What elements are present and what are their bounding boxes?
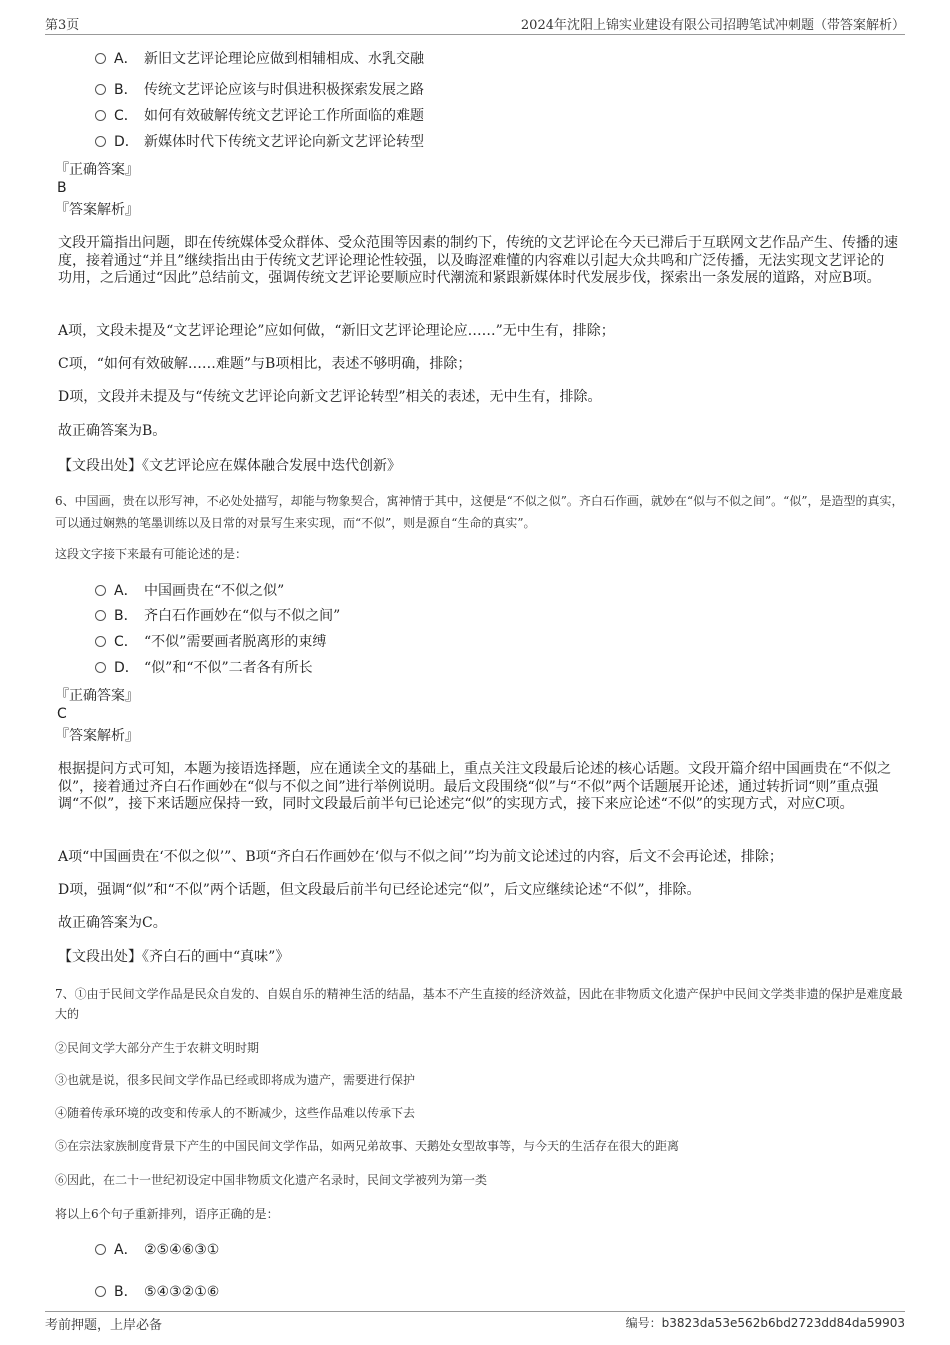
q5-explanation-a: A项，文段未提及“文艺评论理论”应如何做，“新旧文艺评论理论应……”无中生有，排除； xyxy=(58,323,615,339)
radio-icon[interactable] xyxy=(95,1286,106,1297)
q7-sentence-2: ②民间文学大部分产生于农耕文明时期 xyxy=(55,1041,260,1055)
q6-conclusion: 故正确答案为C。 xyxy=(58,915,167,931)
explanation-label: 『答案解析』 xyxy=(55,202,139,218)
q5-explanation-main: 文段开篇指出问题，即在传统媒体受众群体、受众范围等因素的制约下，传统的文艺评论在今天已滞后于互联网文艺作品产生、传播的速度，接着通过“并且”继续指出由于传统文艺评论理论性较强，以及晦涩难懂的内容难以引起大众共鸣和广泛传播，无法实现文艺评论的功用，之后通过“因此”总结前文，强调传统文艺评论要顺应时代潮流和紧跟新媒体时代发展步伐，探索出一条发展的道路，对应B项。 xyxy=(58,235,898,286)
footer-code xyxy=(626,1314,905,1331)
q6-stem: 6、中国画，贵在以形写神，不必处处描写，却能与物象契合，寓神情于其中，这便是“不似之似”。齐白石作画，就妙在“似与不似之间”。“似”，是造型的真实，可以通过娴熟的笔墨训练以及日常的对景写生来实现，而“不似”，则是源自“生命的真实”。 xyxy=(55,494,904,530)
q7-sentence-5: ⑤在宗法家族制度背景下产生的中国民间文学作品，如两兄弟故事、天鹅处女型故事等，与今天的生活存在很大的距离 xyxy=(55,1139,680,1153)
q6-source: 【文段出处】《齐白石的画中“真味”》 xyxy=(58,949,290,965)
q5-explanation-d: D项，文段并未提及与“传统文艺评论向新文艺评论转型”相关的表述，无中生有，排除。 xyxy=(58,389,602,405)
code-label: 编号： xyxy=(625,1316,662,1330)
radio-icon[interactable] xyxy=(95,662,106,673)
q6-option-c[interactable]: C． “不似”需要画者脱离形的束缚 xyxy=(95,633,326,651)
page-footer xyxy=(45,1311,905,1334)
explanation-label: 『答案解析』 xyxy=(55,728,139,744)
q5-option-b[interactable]: B． 传统文艺评论应该与时俱进积极探索发展之路 xyxy=(95,81,424,99)
q5-option-a[interactable]: A． 新旧文艺评论理论应做到相辅相成、水乳交融 xyxy=(95,50,424,68)
q7-sentence-4: ④随着传承环境的改变和传承人的不断减少，这些作品难以传承下去 xyxy=(55,1106,416,1120)
q5-option-c[interactable]: C． 如何有效破解传统文艺评论工作所面临的难题 xyxy=(95,107,424,125)
q5-source: 【文段出处】《文艺评论应在媒体融合发展中迭代创新》 xyxy=(58,458,401,474)
q6-option-b[interactable]: B． 齐白石作画妙在“似与不似之间” xyxy=(95,607,340,625)
q6-explanation-d: D项，强调“似”和“不似”两个话题，但文段最后前半句已经论述完“似”，后文应继续论述“不似”，排除。 xyxy=(58,882,701,898)
radio-icon[interactable] xyxy=(95,136,106,147)
q6-explanation-ab: A项“中国画贵在‘不似之似’”、B项“齐白石作画妙在‘似与不似之间’”均为前文论述过的内容，后文不会再论述，排除； xyxy=(58,849,783,865)
q6-option-a[interactable]: A． 中国画贵在“不似之似” xyxy=(95,582,284,600)
q5-option-d[interactable]: D． 新媒体时代下传统文艺评论向新文艺评论转型 xyxy=(95,133,424,151)
radio-icon[interactable] xyxy=(95,110,106,121)
q5-explanation-c: C项，“如何有效破解……难题”与B项相比，表述不够明确，排除； xyxy=(58,356,472,372)
radio-icon[interactable] xyxy=(95,585,106,596)
code-value: b3823da53e562b6bd2723dd84da59903 xyxy=(661,1316,905,1330)
page-number: 第3页 xyxy=(45,18,80,33)
correct-answer-label: 『正确答案』 xyxy=(55,688,139,704)
q6-answer: C xyxy=(57,706,67,722)
q6-question: 这段文字接下来最有可能论述的是： xyxy=(55,547,248,561)
q7-sentence-1: 7、①由于民间文学作品是民众自发的、自娱自乐的精神生活的结晶，基本不产生直接的经济效益，因此在非物质文化遗产保护中民间文学类非遗的保护是难度最大的 xyxy=(55,987,903,1021)
q7-question: 将以上6个句子重新排列，语序正确的是： xyxy=(55,1207,279,1221)
q6-explanation-main: 根据提问方式可知，本题为接语选择题，应在通读全文的基础上，重点关注文段最后论述的核心话题。文段开篇介绍中国画贵在“不似之似”，接着通过齐白石作画妙在“似与不似之间”进行举例说明。最后文段围绕“似”与“不似”两个话题展开论述，通过转折词“则”重点强调“不似”，接下来话题应保持一致，同时文段最后前半句已论述完“似”的实现方式，接下来应论述“不似”的实现方式，对应C项。 xyxy=(58,761,892,812)
q6-option-d[interactable]: D． “似”和“不似”二者各有所长 xyxy=(95,659,313,677)
q5-conclusion: 故正确答案为B。 xyxy=(58,423,167,439)
radio-icon[interactable] xyxy=(95,636,106,647)
q7-option-b[interactable]: B． ⑤④③②①⑥ xyxy=(95,1283,219,1301)
q7-sentence-6: ⑥因此，在二十一世纪初设定中国非物质文化遗产名录时，民间文学被列为第一类 xyxy=(55,1173,488,1187)
radio-icon[interactable] xyxy=(95,610,106,621)
document-title: 2024年沈阳上锦实业建设有限公司招聘笔试冲刺题（带答案解析） xyxy=(520,18,905,33)
q5-answer: B xyxy=(57,180,67,196)
q7-option-a[interactable]: A． ②⑤④⑥③① xyxy=(95,1241,219,1259)
radio-icon[interactable] xyxy=(95,84,106,95)
page-header xyxy=(45,14,905,35)
q7-sentence-3: ③也就是说，很多民间文学作品已经或即将成为遗产，需要进行保护 xyxy=(55,1073,416,1087)
footer-slogan: 考前押题，上岸必备 xyxy=(45,1318,163,1333)
radio-icon[interactable] xyxy=(95,53,106,64)
correct-answer-label: 『正确答案』 xyxy=(55,162,139,178)
radio-icon[interactable] xyxy=(95,1244,106,1255)
